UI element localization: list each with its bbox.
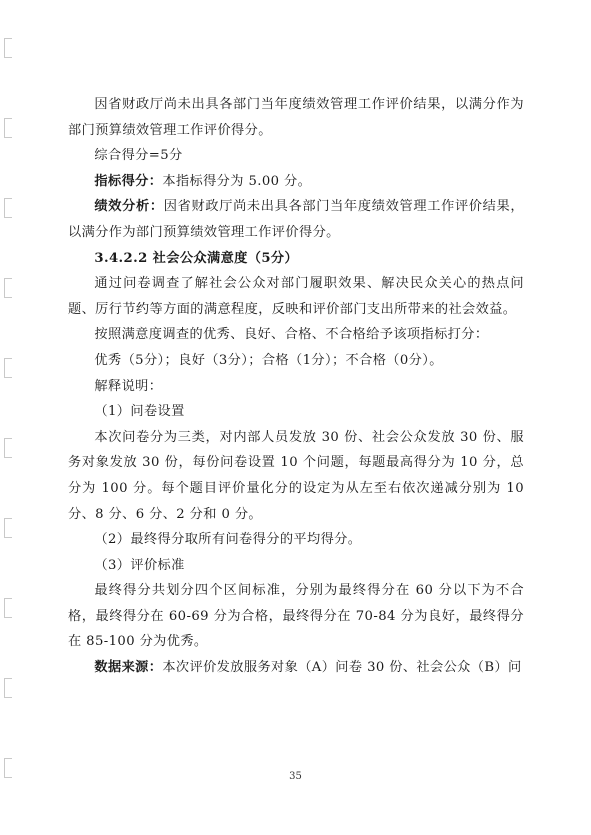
margin-mark	[4, 678, 12, 698]
indicator-score-text: 本指标得分为 5.00 分。	[162, 173, 312, 189]
margin-mark	[4, 358, 12, 378]
performance-analysis-text: 因省财政厅尚未出具各部门当年度绩效管理工作评价结果，以满分作为部门预算绩效管理工作评价得分。	[68, 199, 524, 240]
paragraph: 因省财政厅尚未出具各部门当年度绩效管理工作评价结果，以满分作为部门预算绩效管理工作评价得分。	[68, 97, 524, 138]
margin-mark	[4, 598, 12, 618]
paragraph: 解释说明：	[94, 378, 163, 394]
paragraph: 最终得分共划分四个区间标准，分别为最终得分在 60 分以下为不合格，最终得分在 60-69 分为合格，最终得分在 70-84 分为良好，最终得分在 85-100 分为优秀。	[68, 583, 524, 650]
margin-mark	[4, 118, 12, 138]
page-number: 35	[289, 771, 302, 782]
margin-mark	[4, 278, 12, 298]
scoring-levels: 优秀（5分）；良好（3分）；合格（1分）；不合格（0分）。	[94, 352, 443, 368]
margin-mark	[4, 38, 12, 58]
paragraph: 本次问卷分为三类，对内部人员发放 30 份、社会公众发放 30 份、服务对象发放 30 份，每份问卷设置 10 个问题，每题最高得分为 10 分，总分为 100 分。每个题目评价量化分的设定为从左至右依次递减分别为 10 分、8 分、6 分、2 分和 0 分。	[68, 429, 524, 522]
data-source-label: 数据来源：	[94, 660, 163, 676]
margin-mark	[4, 438, 12, 458]
section-heading: 3.4.2.2 社会公众满意度（5分）	[94, 250, 299, 266]
margin-mark	[4, 198, 12, 218]
performance-analysis-label: 绩效分析：	[94, 199, 164, 215]
scan-margin-marks	[4, 0, 14, 835]
data-source	[68, 655, 524, 681]
margin-mark	[4, 518, 12, 538]
document-body	[68, 92, 524, 681]
data-source-text: 本次评价发放服务对象（A）问卷 30 份、社会公众（B）问	[162, 660, 522, 676]
paragraph: 按照满意度调查的优秀、良好、合格、不合格给予该项指标打分：	[94, 327, 489, 343]
list-item: （1）问卷设置	[94, 404, 185, 420]
indicator-score	[68, 169, 524, 195]
indicator-score-label: 指标得分：	[94, 173, 163, 189]
performance-analysis	[68, 194, 524, 245]
list-item: （2）最终得分取所有问卷得分的平均得分。	[94, 532, 362, 548]
composite-score: 综合得分=5分	[94, 148, 183, 164]
paragraph: 通过问卷调查了解社会公众对部门履职效果、解决民众关心的热点问题、厉行节约等方面的满意程度，反映和评价部门支出所带来的社会效益。	[68, 276, 524, 317]
list-item: （3）评价标准	[94, 557, 185, 573]
